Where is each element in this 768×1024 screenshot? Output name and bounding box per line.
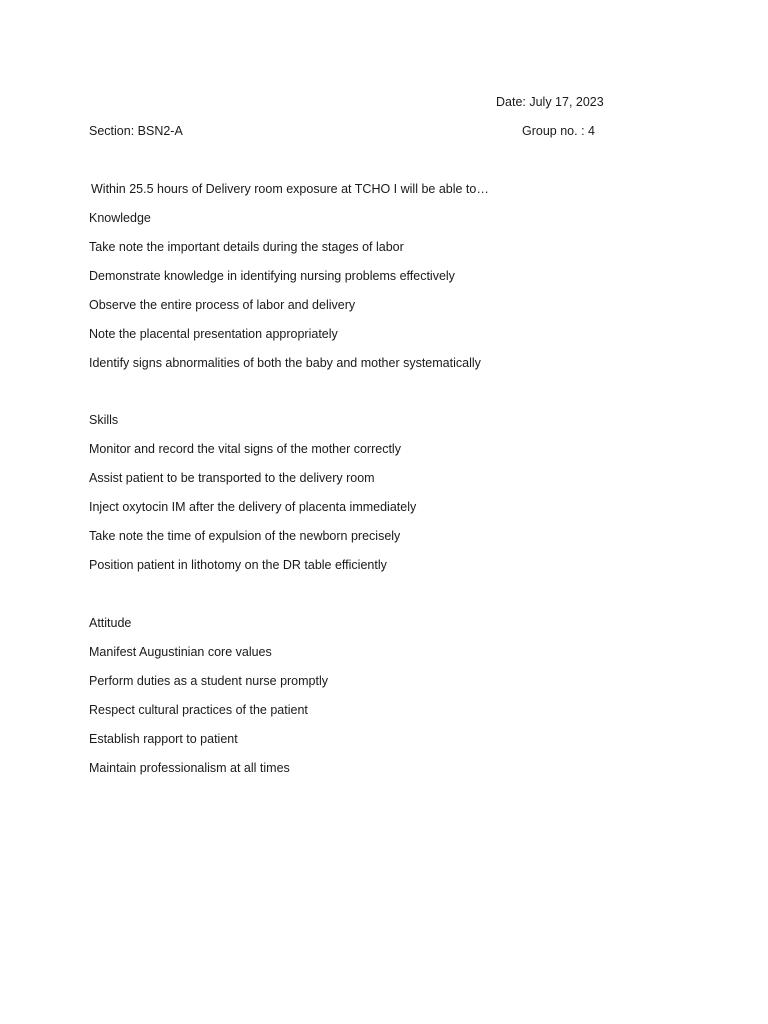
knowledge-item: Take note the important details during the stages of labor	[89, 240, 404, 254]
skills-item: Position patient in lithotomy on the DR table efficiently	[89, 558, 387, 572]
attitude-item: Maintain professionalism at all times	[89, 761, 290, 775]
date-text: Date: July 17, 2023	[496, 95, 604, 109]
attitude-item: Establish rapport to patient	[89, 732, 238, 746]
skills-item: Inject oxytocin IM after the delivery of placenta immediately	[89, 500, 417, 514]
section-text: Section: BSN2-A	[89, 124, 183, 138]
knowledge-item: Demonstrate knowledge in identifying nursing problems effectively	[89, 269, 455, 283]
knowledge-item: Observe the entire process of labor and delivery	[89, 298, 356, 312]
attitude-item: Manifest Augustinian core values	[89, 645, 272, 659]
skills-section	[89, 412, 416, 586]
knowledge-item: Note the placental presentation appropriately	[89, 327, 338, 341]
knowledge-heading: Knowledge	[89, 211, 151, 225]
attitude-heading: Attitude	[89, 616, 132, 630]
attitude-section	[89, 615, 328, 789]
knowledge-item: Identify signs abnormalities of both the baby and mother systematically	[89, 356, 481, 370]
skills-heading: Skills	[89, 413, 119, 427]
skills-item: Take note the time of expulsion of the newborn precisely	[89, 529, 401, 543]
skills-item: Monitor and record the vital signs of the mother correctly	[89, 442, 401, 456]
attitude-item: Perform duties as a student nurse promptly	[89, 674, 329, 688]
skills-item: Assist patient to be transported to the delivery room	[89, 471, 375, 485]
intro-statement: Within 25.5 hours of Delivery room exposure at TCHO I will be able to…	[91, 182, 489, 196]
group-number-text: Group no. : 4	[522, 124, 595, 138]
knowledge-section	[89, 210, 481, 384]
attitude-item: Respect cultural practices of the patient	[89, 703, 308, 717]
